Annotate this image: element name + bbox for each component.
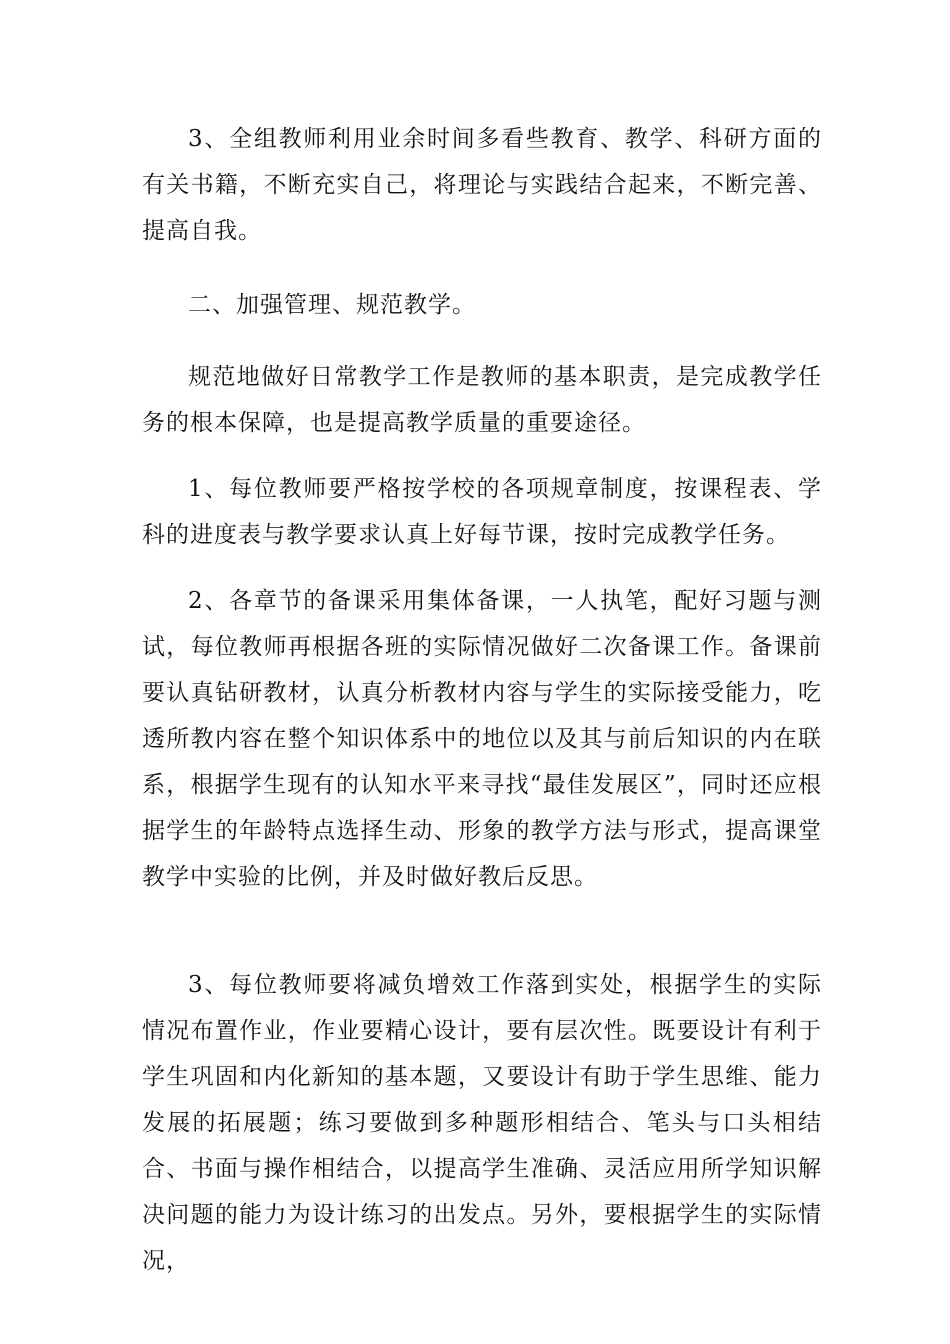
paragraph-reading-books: 3、全组教师利用业余时间多看些教育、教学、科研方面的有关书籍，不断充实自己，将理论与实践结合起来，不断完善、提高自我。 — [142, 126, 822, 244]
paragraph-rule-3: 3、每位教师要将减负增效工作落到实处，根据学生的实际情况布置作业，作业要精心设计，要有层次性。既要设计有利于学生巩固和内化新知的基本题，又要设计有助于学生思维、能力发展的拓展题；练习要做到多种题形相结合、笔头与口头相结合、书面与操作相结合，以提高学生准确、灵活应用所学知识解决问题的能力为设计练习的出发点。另外，要根据学生的实际情况， — [142, 972, 822, 1274]
paragraph-rule-2: 2、各章节的备课采用集体备课，一人执笔，配好习题与测试，每位教师再根据各班的实际情况做好二次备课工作。备课前要认真钻研教材，认真分析教材内容与学生的实际接受能力，吃透所教内容在整个知识体系中的地位以及其与前后知识的内在联系，根据学生现有的认知水平来寻找“最佳发展区”，同时还应根据学生的年龄特点选择生动、形象的教学方法与形式，提高课堂教学中实验的比例，并及时做好教后反思。 — [142, 588, 822, 890]
section-heading-management: 二、加强管理、规范教学。 — [188, 292, 476, 318]
paragraph-rule-1: 1、每位教师要严格按学校的各项规章制度，按课程表、学科的进度表与教学要求认真上好每节课，按时完成教学任务。 — [142, 476, 822, 548]
paragraph-teaching-duty: 规范地做好日常教学工作是教师的基本职责，是完成教学任务的根本保障，也是提高教学质量的重要途径。 — [142, 364, 822, 436]
